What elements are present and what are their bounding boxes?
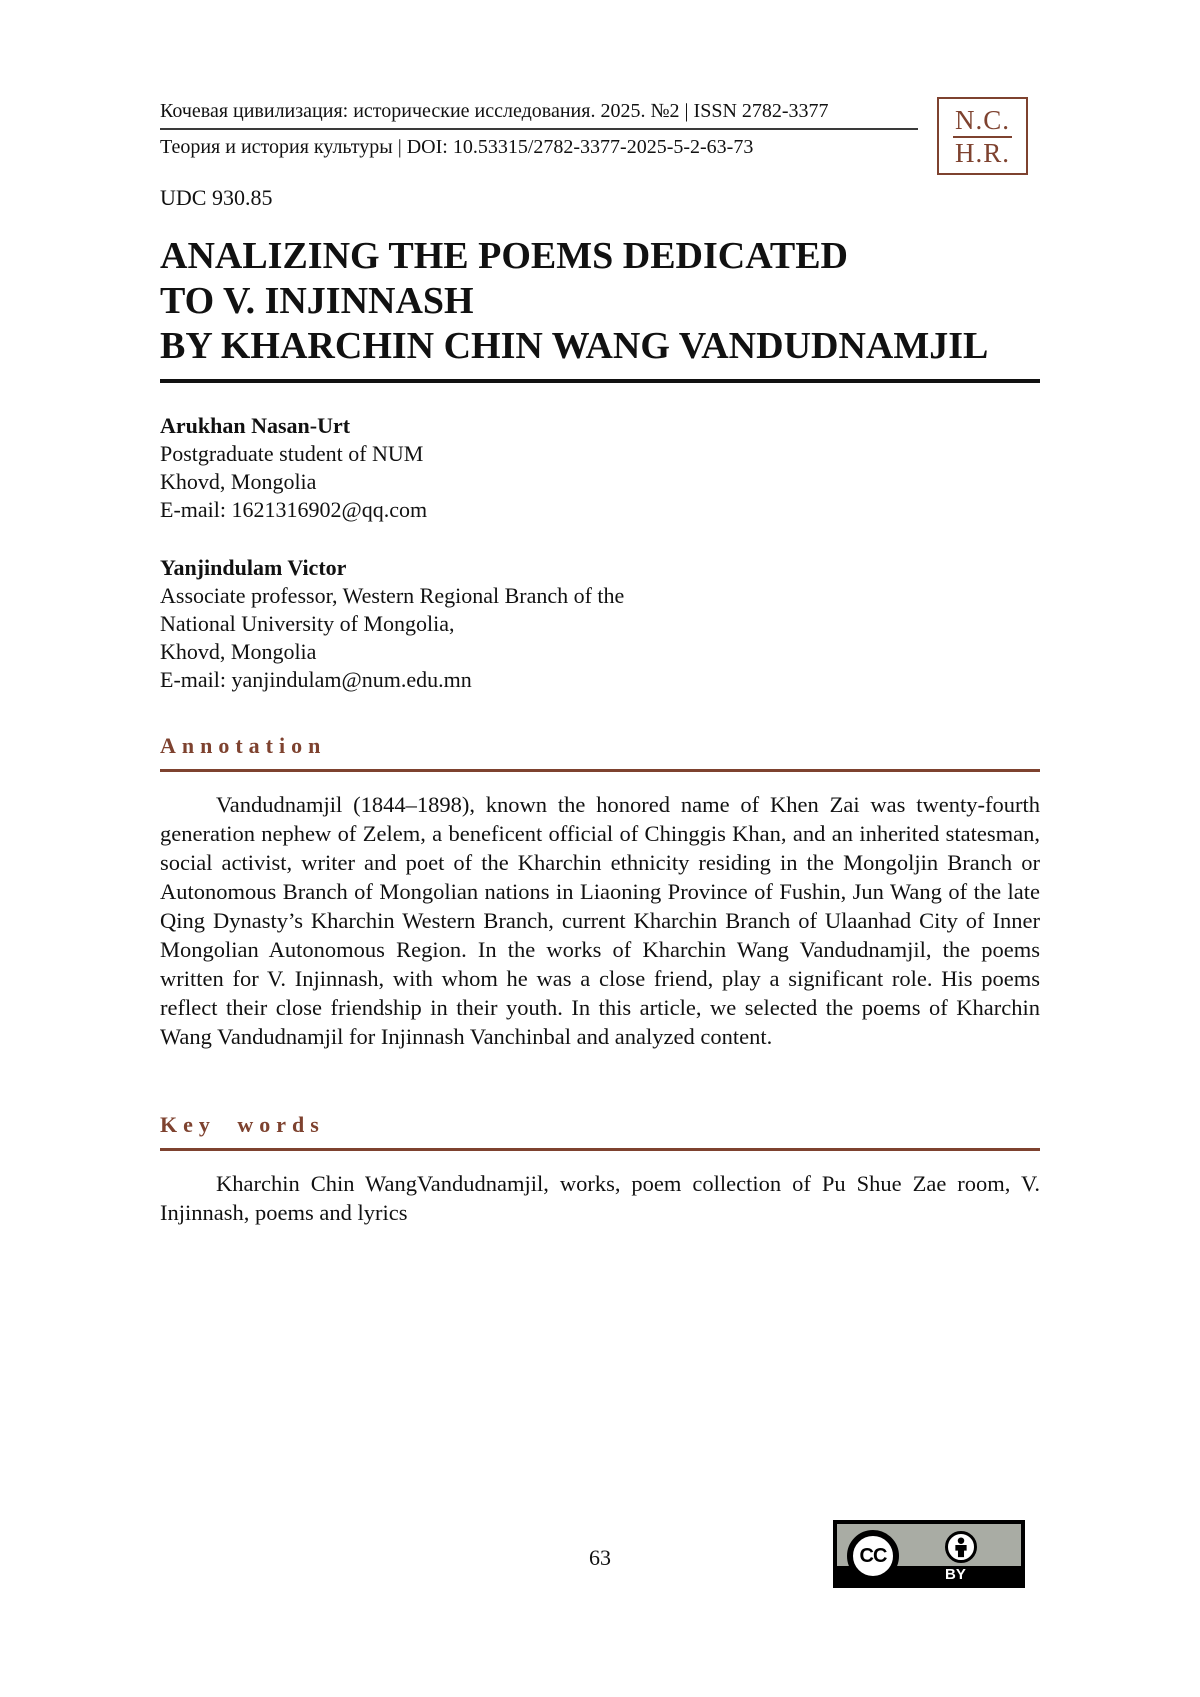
by-label: BY	[945, 1566, 966, 1583]
udc-code: UDC 930.85	[160, 185, 273, 210]
logo-bottom-text: H.R.	[954, 137, 1010, 168]
header-divider	[160, 128, 918, 130]
author-email: E-mail: 1621316902@qq.com	[160, 497, 428, 522]
section-and-doi: Теория и история культуры | DOI: 10.53315/2782-3377-2025-5-2-63-73	[160, 136, 754, 158]
keywords-heading: Key words	[160, 1112, 325, 1137]
keywords-section	[160, 1112, 1040, 1227]
cc-icon	[847, 1530, 899, 1582]
article-title	[160, 234, 1040, 383]
authors-block	[160, 412, 1040, 724]
attribution-person-icon	[945, 1531, 977, 1563]
nchr-logo	[937, 97, 1028, 175]
title-line-3: BY KHARCHIN CHIN WANG VANDUDNAMJIL	[160, 325, 989, 367]
author-affiliation: Associate professor, Western Regional Branch of the	[160, 583, 625, 608]
keywords-divider	[160, 1148, 1040, 1151]
journal-title-issue: Кочевая цивилизация: исторические исследования. 2025. №2 | ISSN 2782-3377	[160, 100, 829, 122]
page-number: 63	[589, 1545, 611, 1570]
author-location: Khovd, Mongolia	[160, 639, 317, 664]
logo-top-text: N.C.	[953, 105, 1012, 138]
title-line-2: TO V. INJINNASH	[160, 280, 474, 322]
cc-icon-text: CC	[859, 1544, 887, 1567]
cc-by-license-badge	[833, 1520, 1025, 1588]
annotation-heading: Annotation	[160, 733, 327, 758]
author-name: Yanjindulam Victor	[160, 555, 347, 580]
journal-header	[160, 98, 918, 160]
author-email: E-mail: yanjindulam@num.edu.mn	[160, 667, 472, 692]
title-line-1: ANALIZING THE POEMS DEDICATED	[160, 235, 848, 277]
annotation-section	[160, 733, 1040, 1051]
author-affiliation: National University of Mongolia,	[160, 611, 455, 636]
annotation-divider	[160, 769, 1040, 772]
keywords-text: Kharchin Chin WangVandudnamjil, works, poem collection of Pu Shue Zae room, V. Injinnash, poems and lyrics	[160, 1171, 1040, 1225]
author-name: Arukhan Nasan-Urt	[160, 413, 351, 438]
annotation-text: Vandudnamjil (1844–1898), known the honored name of Khen Zai was twenty-fourth generation nephew of Zelem, a beneficent official of Chinggis Khan, and an inherited statesman, social activist, writer and poet of the Kharchin ethnicity residing in the Mongoljin Branch or Autonomous Branch of Mongolian nations in Liaoning Province of Fushin, Jun Wang of the late Qing Dynasty’s Kharchin Western Branch, current Kharchin Branch of Ulaanhad City of Inner Mongolian Autonomous Region. In the works of Kharchin Wang Vandudnamjil, the poems written for V. Injinnash, with whom he was a close friend, play a significant role. His poems reflect their close friendship in their youth. In this article, we selected the poems of Kharchin Wang Vandudnamjil for Injinnash Vanchinbal and analyzed content.	[160, 792, 1040, 1049]
author-2	[160, 554, 1040, 694]
author-affiliation: Postgraduate student of NUM	[160, 441, 424, 466]
author-1	[160, 412, 1040, 524]
author-location: Khovd, Mongolia	[160, 469, 317, 494]
